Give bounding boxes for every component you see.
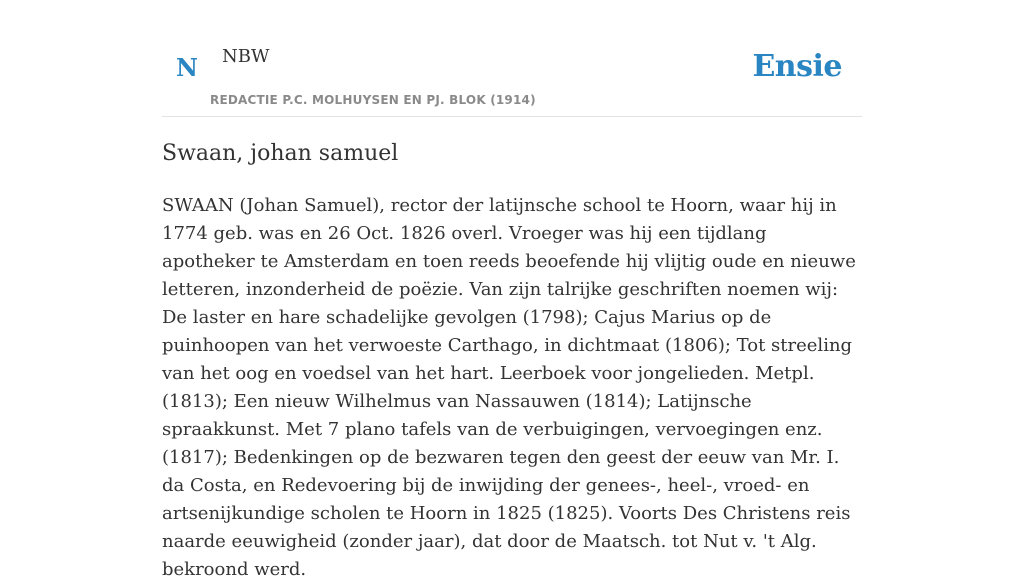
brand-logo[interactable]: Ensie — [752, 49, 842, 84]
source-logo[interactable]: N — [176, 53, 198, 82]
site-header — [162, 0, 862, 117]
source-name: NBW — [222, 46, 270, 67]
article-body: SWAAN (Johan Samuel), rector der latijnsche school te Hoorn, waar hij in 1774 geb. was en 26 Oct. 1826 overl. Vroeger was hij een tijdlang apotheker te Amsterdam en toen reeds beoefende hij vlijtig oude en nieuwe letteren, inzonderheid de poëzie. Van zijn talrijke geschriften noemen wij: De laster en hare schadelijke gevolgen (1798); Cajus Marius op de puinhoopen van het verwoeste Carthago, in dichtmaat (1806); Tot streeling van het oog en voedsel van het hart. Leerboek voor jongelieden. Metpl. (1813); Een nieuw Wilhelmus van Nassauwen (1814); Latijnsche spraakkunst. Met 7 plano tafels van de verbuigingen, vervoegingen enz. (1817); Bedenkingen op de bezwaren tegen den geest der eeuw van Mr. I. da Costa, en Redevoering bij de inwijding der genees-, heel-, vroed- en artsenijkundige scholen te Hoorn in 1825 (1825). Voorts Des Christens reis naarde eeuwigheid (zonder jaar), dat door de Maatsch. tot Nut v. 't Alg. bekroond werd. — [162, 195, 856, 580]
source-editors: REDACTIE P.C. MOLHUYSEN EN PJ. BLOK (1914) — [210, 93, 536, 107]
article-title: Swaan, johan samuel — [162, 141, 399, 166]
